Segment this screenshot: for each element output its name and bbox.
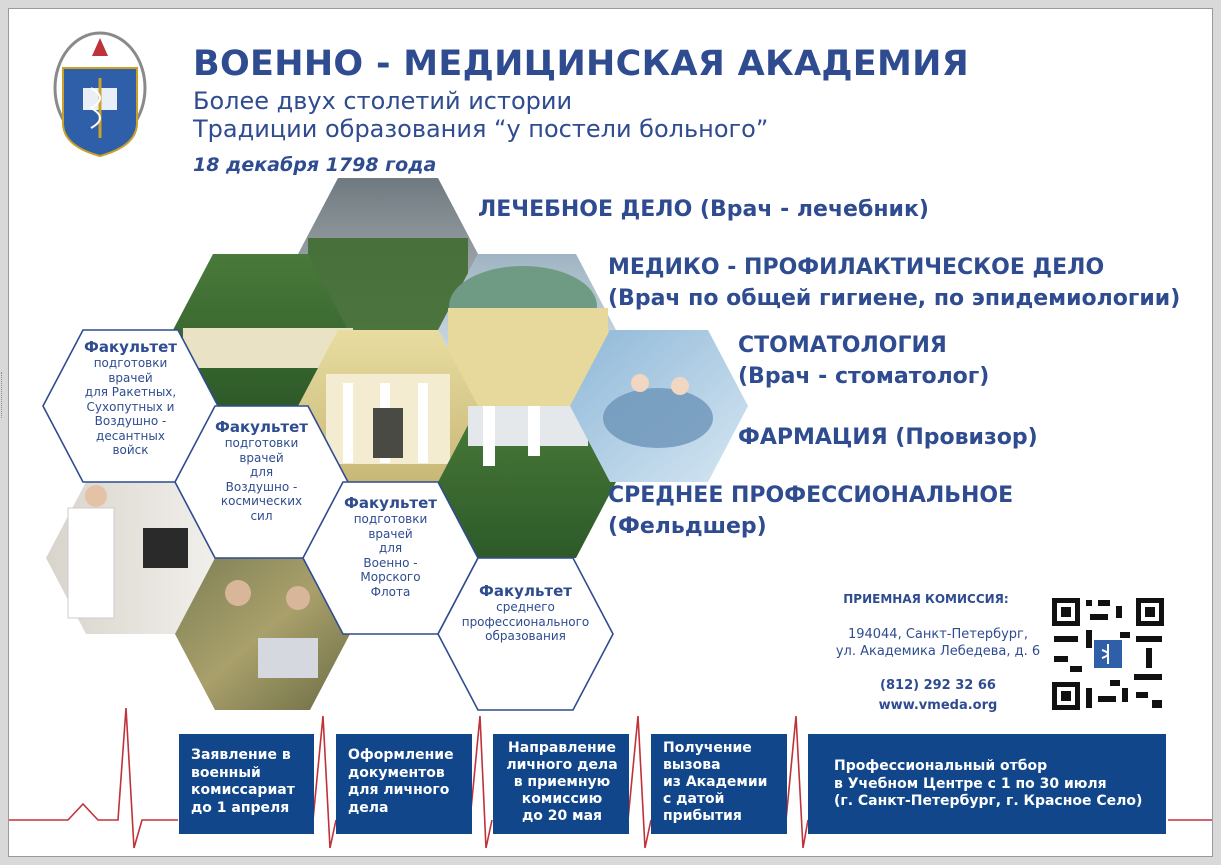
- step-line: Получение: [663, 740, 752, 756]
- specialty-line: (Врач - стоматолог): [738, 364, 990, 389]
- faculty-caption-4: [438, 582, 613, 644]
- specialty-secondary-professional: [608, 480, 1013, 542]
- address-block: [798, 626, 1078, 660]
- phone-number: (812) 292 32 66: [880, 678, 996, 693]
- step-line: военный: [191, 764, 261, 781]
- step-line: (г. Санкт-Петербург, г. Красное Село): [834, 793, 1143, 809]
- faculty-line: Воздушно -: [94, 414, 167, 428]
- specialty-line: СТОМАТОЛОГИЯ: [738, 333, 947, 358]
- faculty-line: для: [378, 541, 403, 555]
- step-line: в Учебном Центре с 1 по 30 июля: [834, 775, 1107, 792]
- step-line: до 20 мая: [521, 808, 603, 824]
- step-line: дела: [348, 799, 389, 816]
- specialty-preventive: [608, 252, 1180, 314]
- poster: [8, 8, 1213, 857]
- step-line: личного дела: [506, 757, 618, 773]
- faculty-line: десантных: [96, 428, 165, 443]
- step-line: комиссию: [521, 791, 603, 807]
- specialty-dentistry: [738, 330, 989, 392]
- specialty-general-medicine: [478, 194, 929, 225]
- step-line: из Академии: [663, 774, 768, 790]
- faculty-line: сил: [250, 508, 273, 523]
- faculty-line: для: [249, 465, 274, 479]
- faculty-line: врачей: [239, 450, 284, 465]
- step-4: [651, 734, 787, 834]
- specialty-line: СРЕДНЕЕ ПРОФЕССИОНАЛЬНОЕ: [608, 483, 1014, 508]
- contact-links: [838, 676, 1038, 716]
- faculty-heading: Факультет: [479, 582, 572, 600]
- step-line: с датой: [663, 791, 725, 807]
- faculty-line: Военно -: [363, 555, 418, 570]
- step-line: Оформление: [348, 747, 454, 763]
- address-line: ул. Академика Лебедева, д. 6: [835, 644, 1041, 659]
- specialty-line: МЕДИКО - ПРОФИЛАКТИЧЕСКОЕ ДЕЛО: [608, 255, 1105, 280]
- website-link[interactable]: www.vmeda.org: [878, 698, 998, 713]
- step-2: [336, 734, 472, 834]
- specialty-line: ФАРМАЦИЯ (Провизор): [738, 425, 1038, 450]
- faculty-line: подготовки: [353, 512, 428, 526]
- faculty-line: Морского: [360, 570, 421, 584]
- faculty-heading: Факультет: [84, 338, 177, 356]
- step-line: Направление: [508, 740, 616, 756]
- emblem-icon: [55, 33, 145, 156]
- step-5: [808, 734, 1166, 834]
- contacts-heading: ПРИЕМНАЯ КОМИССИЯ:: [843, 592, 1009, 606]
- step-line: вызова: [663, 757, 721, 773]
- faculty-line: профессионального: [461, 614, 590, 629]
- step-line: документов: [348, 764, 445, 781]
- faculty-line: Сухопутных и: [86, 399, 175, 414]
- specialty-line: (Фельдшер): [608, 514, 767, 539]
- faculty-line: для Ракетных,: [84, 385, 177, 399]
- subtitle-history: Более двух столетий истории: [193, 87, 573, 115]
- specialty-line: ЛЕЧЕБНОЕ ДЕЛО (Врач - лечебник): [478, 197, 929, 222]
- step-line: комиссариат: [191, 782, 295, 798]
- step-line: Заявление в: [191, 747, 291, 763]
- address-line: 194044, Санкт-Петербург,: [847, 627, 1029, 642]
- step-1: [179, 734, 314, 834]
- faculty-line: образования: [485, 629, 566, 643]
- step-line: Профессиональный отбор: [834, 758, 1048, 774]
- faculty-line: среднего: [496, 600, 555, 614]
- subtitle-tradition: Традиции образования “у постели больного”: [193, 115, 769, 143]
- admissions-contacts: [826, 592, 1026, 606]
- step-line: для личного: [348, 782, 450, 798]
- founding-date: 18 декабря 1798 года: [193, 154, 437, 176]
- faculty-line: подготовки: [224, 436, 299, 450]
- step-line: до 1 апреля: [191, 799, 290, 816]
- faculty-line: врачей: [368, 526, 413, 541]
- faculty-heading: Факультет: [344, 494, 437, 512]
- faculty-line: космических: [220, 494, 303, 508]
- specialty-line: (Врач по общей гигиене, по эпидемиологии): [608, 286, 1181, 311]
- step-3: [493, 734, 629, 834]
- faculty-line: подготовки: [93, 356, 168, 370]
- page-title: ВОЕННО - МЕДИЦИНСКАЯ АКАДЕМИЯ: [193, 44, 969, 84]
- faculty-line: врачей: [108, 370, 153, 385]
- faculty-line: войск: [112, 443, 149, 457]
- scroll-edge-marker: [1, 372, 6, 418]
- faculty-line: Воздушно -: [225, 479, 298, 494]
- faculty-heading: Факультет: [215, 418, 308, 436]
- faculty-line: Флота: [370, 584, 411, 599]
- step-line: прибытия: [663, 808, 742, 824]
- specialty-pharmacy: [738, 422, 1038, 453]
- step-line: в приемную: [513, 774, 611, 790]
